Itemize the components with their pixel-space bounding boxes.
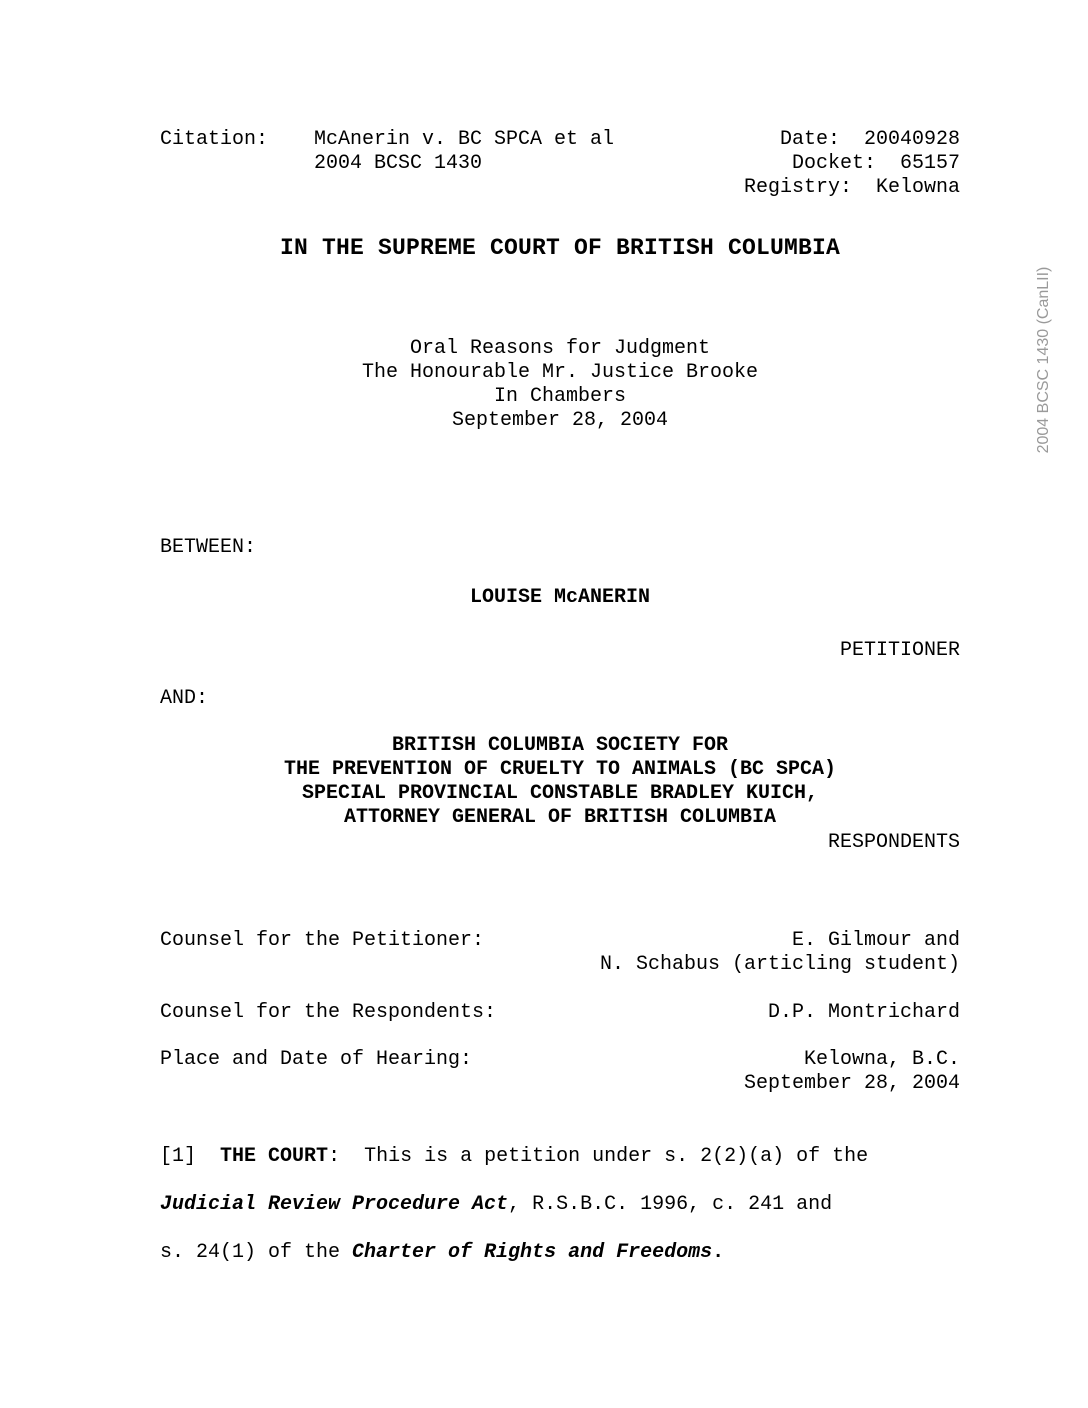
petitioner-name: LOUISE McANERIN (469, 586, 651, 609)
canlii-watermark: 2004 BCSC 1430 (CanLII) (1035, 266, 1052, 454)
respondent-role: RESPONDENTS (827, 831, 960, 854)
court-title: IN THE SUPREME COURT OF BRITISH COLUMBIA (279, 235, 841, 261)
respondent-line: ATTORNEY GENERAL OF BRITISH COLUMBIA (343, 806, 777, 829)
act-name: Judicial Review Procedure Act (160, 1193, 509, 1216)
respondent-line: THE PREVENTION OF CRUELTY TO ANIMALS (BC SPCA) (283, 758, 837, 781)
respondent-line: BRITISH COLUMBIA SOCIETY FOR (391, 734, 729, 757)
charter-name: Charter of Rights and Freedoms (352, 1241, 713, 1264)
registry: Registry: Kelowna (743, 176, 960, 199)
between-label: BETWEEN: (160, 536, 257, 559)
reasons-type: Oral Reasons for Judgment (409, 337, 711, 360)
paragraph-text: s. 24(1) of the (160, 1241, 353, 1264)
chambers-label: In Chambers (493, 385, 627, 408)
paragraph-line (160, 1193, 832, 1217)
docket-number: Docket: 65157 (791, 152, 960, 175)
paragraph-end: . (712, 1241, 725, 1264)
hearing-place: Kelowna, B.C. (803, 1048, 960, 1071)
hearing-date: September 28, 2004 (743, 1072, 960, 1095)
petitioner-counsel-student: N. Schabus (articling student) (599, 953, 960, 976)
petitioner-role: PETITIONER (839, 639, 960, 662)
and-label: AND: (160, 687, 209, 710)
citation-case-name: McAnerin v. BC SPCA et al (314, 128, 615, 151)
paragraph-line (160, 1241, 724, 1265)
respondent-line: SPECIAL PROVINCIAL CONSTABLE BRADLEY KUICH, (301, 782, 819, 805)
citation-number: 2004 BCSC 1430 (314, 152, 483, 175)
speaker-label: THE COURT (220, 1145, 329, 1168)
respondents-counsel-label: Counsel for the Respondents: (160, 1001, 497, 1024)
petitioner-counsel-name: E. Gilmour and (791, 929, 960, 952)
paragraph-line (160, 1145, 868, 1169)
citation-label: Citation: (160, 128, 269, 151)
hearing-label: Place and Date of Hearing: (160, 1048, 473, 1071)
reasons-date: September 28, 2004 (451, 409, 669, 432)
paragraph-number: [1] (160, 1145, 197, 1168)
paragraph-text: , R.S.B.C. 1996, c. 241 and (508, 1193, 833, 1216)
paragraph-text: : This is a petition under s. 2(2)(a) of the (328, 1145, 869, 1168)
judgment-date: Date: 20040928 (779, 128, 960, 151)
petitioner-counsel-label: Counsel for the Petitioner: (160, 929, 485, 952)
judge-name: The Honourable Mr. Justice Brooke (361, 361, 759, 384)
respondents-counsel-name: D.P. Montrichard (767, 1001, 960, 1024)
